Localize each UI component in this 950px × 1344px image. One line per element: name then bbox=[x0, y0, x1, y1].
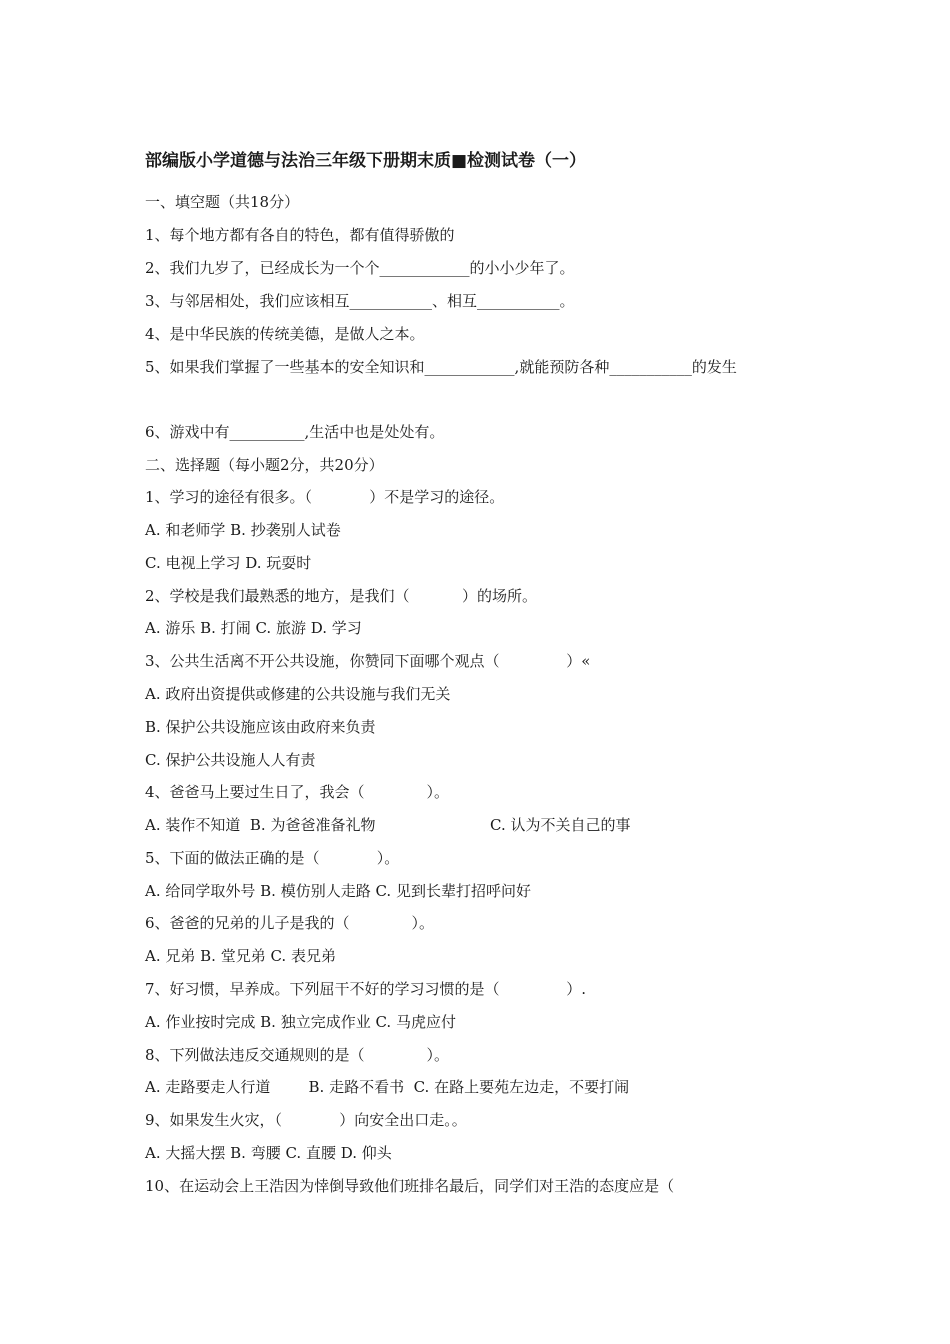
answer-options: A. 大摇大摆 B. 弯腰 C. 直腰 D. 仰头 bbox=[145, 1144, 392, 1162]
answer-options: C. 保护公共设施人人有责 bbox=[145, 751, 316, 769]
section-heading-choice: 二、选择题（每小题2分，共20分） bbox=[145, 456, 384, 474]
question-text: 10、在运动会上王浩因为悻倒导致他们班排名最后，同学们对王浩的态度应是（ bbox=[145, 1177, 675, 1195]
question-text: 2、学校是我们最熟悉的地方，是我们（ ）的场所。 bbox=[145, 587, 537, 605]
question-text: 5、下面的做法正确的是（ ）。 bbox=[145, 849, 400, 867]
answer-options: A. 兄弟 B. 堂兄弟 C. 表兄弟 bbox=[145, 947, 336, 965]
question-text: 1、学习的途径有很多。（ ）不是学习的途径。 bbox=[145, 488, 505, 506]
answer-options: A. 作业按时完成 B. 独立完成作业 C. 马虎应付 bbox=[145, 1013, 456, 1031]
question-text: 7、好习惯，早养成。下列屈干不好的学习习惯的是（ ）. bbox=[145, 980, 587, 998]
question-text: 6、游戏中有__________,生活中也是处处有。 bbox=[145, 423, 445, 441]
question-text: 6、爸爸的兄弟的儿子是我的（ ）。 bbox=[145, 914, 435, 932]
question-text: 4、爸爸马上要过生日了，我会（ ）。 bbox=[145, 783, 450, 801]
question-text: 2、我们九岁了，已经成长为一个个____________的小小少年了。 bbox=[145, 259, 575, 277]
answer-options: A. 和老师学 B. 抄袭别人试卷 bbox=[145, 521, 341, 539]
question-text: 4、是中华民族的传统美德，是做人之本。 bbox=[145, 325, 425, 343]
answer-options: A. 给同学取外号 B. 模仿别人走路 C. 见到长辈打招呼问好 bbox=[145, 882, 531, 900]
section-heading-fill-blank: 一、填空题（共18分） bbox=[145, 193, 300, 211]
question-text: 8、下列做法违反交通规则的是（ ）。 bbox=[145, 1046, 450, 1064]
answer-options: C. 电视上学习 D. 玩耍时 bbox=[145, 554, 312, 572]
question-text: 9、如果发生火灾，（ ）向安全出口走。。 bbox=[145, 1111, 467, 1129]
answer-options: A. 游乐 B. 打闹 C. 旅游 D. 学习 bbox=[145, 619, 362, 637]
question-text: 5、如果我们掌握了一些基本的安全知识和____________,就能预防各种___________的发生 bbox=[145, 358, 737, 376]
answer-options: A. 政府出资提供或修建的公共设施与我们无关 bbox=[145, 685, 451, 703]
question-text: 3、公共生活离不开公共设施，你赞同下面哪个观点（ ）« bbox=[145, 652, 591, 670]
answer-options: A. 装作不知道 B. 为爸爸准备礼物 bbox=[145, 816, 376, 834]
answer-options: A. 走路要走人行道 B. 走路不看书 C. 在路上要苑左边走，不要打闹 bbox=[145, 1078, 630, 1096]
answer-options: C. 认为不关自己的事 bbox=[490, 816, 631, 834]
answer-options: B. 保护公共设施应该由政府来负责 bbox=[145, 718, 376, 736]
question-text: 1、每个地方都有各自的特色，都有值得骄傲的 bbox=[145, 226, 455, 244]
question-text: 3、与邻居相处，我们应该相互___________、相互___________。 bbox=[145, 292, 575, 310]
page-title: 部编版小学道德与法治三年级下册期末质■检测试卷（一） bbox=[145, 151, 587, 171]
